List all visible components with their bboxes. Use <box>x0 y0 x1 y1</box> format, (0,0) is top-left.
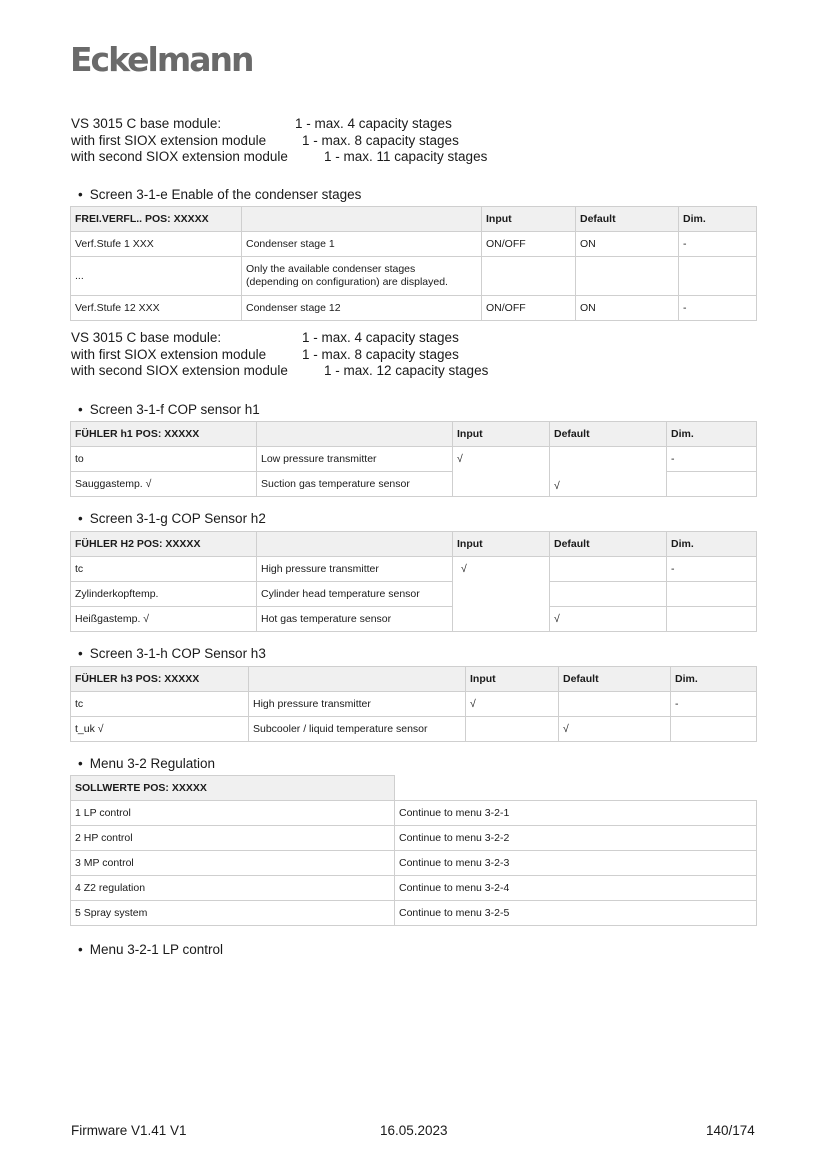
table-cell: Condenser stage 12 <box>242 296 482 321</box>
header-cell <box>257 532 453 557</box>
info-value: 1 - max. 11 capacity stages <box>324 149 488 164</box>
heading-text: Screen 3-1-e Enable of the condenser stages <box>89 187 362 202</box>
info-label: with first SIOX extension module <box>71 346 267 362</box>
menu-item-link[interactable]: Continue to menu 3-2-1 <box>395 801 757 826</box>
table-cell: High pressure transmitter <box>249 692 466 717</box>
table-cell: - <box>679 296 757 321</box>
table-cell: High pressure transmitter <box>257 557 453 582</box>
cop-sensor-h2-table <box>70 531 757 632</box>
table-row <box>71 557 757 582</box>
section-heading: • Screen 3-1-f COP sensor h1 <box>78 402 260 417</box>
table-cell: Sauggastemp. √ <box>71 472 257 497</box>
table-cell: - <box>667 557 757 582</box>
heading-text: Screen 3-1-g COP Sensor h2 <box>89 511 266 526</box>
table-cell: Subcooler / liquid temperature sensor <box>249 717 466 742</box>
info-value: 1 - max. 8 capacity stages <box>302 346 459 362</box>
table-cell: tc <box>71 557 257 582</box>
info-label: VS 3015 C base module: <box>71 330 222 345</box>
table-row <box>71 582 757 607</box>
table-cell <box>466 717 559 742</box>
info-label: with first SIOX extension module <box>71 132 267 148</box>
heading-text: Screen 3-1-f COP sensor h1 <box>89 402 260 417</box>
heading-text: Menu 3-2 Regulation <box>89 756 216 771</box>
table-cell <box>550 557 667 582</box>
info-label: with second SIOX extension module <box>71 149 288 164</box>
capacity-info-1 <box>71 116 488 166</box>
menu-row[interactable] <box>71 826 757 851</box>
header-cell: Input <box>453 532 550 557</box>
table-cell: √ <box>466 692 559 717</box>
header-cell: Input <box>466 667 559 692</box>
section-heading: • Screen 3-1-g COP Sensor h2 <box>78 511 266 526</box>
regulation-menu-table <box>70 775 757 926</box>
header-cell <box>257 422 453 447</box>
menu-row[interactable] <box>71 801 757 826</box>
table-cell <box>667 582 757 607</box>
table-cell: ON <box>576 232 679 257</box>
table-cell <box>667 472 757 497</box>
table-cell: √ <box>550 607 667 632</box>
section-heading: • Screen 3-1-h COP Sensor h3 <box>78 646 266 661</box>
header-cell: Dim. <box>667 532 757 557</box>
menu-item-link[interactable]: Continue to menu 3-2-4 <box>395 876 757 901</box>
capacity-info-2 <box>71 330 489 380</box>
header-cell: FÜHLER H2 POS: XXXXX <box>71 532 257 557</box>
header-cell <box>249 667 466 692</box>
table-cell: ON/OFF <box>482 232 576 257</box>
header-cell: SOLLWERTE POS: XXXXX <box>71 776 395 801</box>
header-cell: FREI.VERFL.. POS: XXXXX <box>71 207 242 232</box>
header-cell <box>242 207 482 232</box>
info-value: 1 - max. 12 capacity stages <box>324 363 489 378</box>
table-cell <box>576 257 679 296</box>
table-cell: √ <box>453 557 550 632</box>
table-cell: Verf.Stufe 1 XXX <box>71 232 242 257</box>
table-header <box>71 207 757 232</box>
table-header <box>71 667 757 692</box>
header-cell: FÜHLER h3 POS: XXXXX <box>71 667 249 692</box>
menu-item-label: 4 Z2 regulation <box>71 876 395 901</box>
info-value: 1 - max. 4 capacity stages <box>302 330 459 345</box>
table-cell: ... <box>71 257 242 296</box>
table-header <box>71 422 757 447</box>
table-row <box>71 607 757 632</box>
header-cell: Default <box>550 532 667 557</box>
header-cell: Input <box>453 422 550 447</box>
menu-item-link[interactable]: Continue to menu 3-2-5 <box>395 901 757 926</box>
company-logo: Eckelmann <box>70 40 253 79</box>
table-cell <box>679 257 757 296</box>
table-cell: Condenser stage 1 <box>242 232 482 257</box>
menu-row[interactable] <box>71 876 757 901</box>
table-cell: tc <box>71 692 249 717</box>
header-cell: Dim. <box>679 207 757 232</box>
table-row <box>71 692 757 717</box>
info-label: VS 3015 C base module: <box>71 116 222 131</box>
table-cell: √ <box>550 447 667 497</box>
section-heading: • Menu 3-2 Regulation <box>78 756 216 771</box>
menu-item-link[interactable]: Continue to menu 3-2-2 <box>395 826 757 851</box>
cop-sensor-h3-table <box>70 666 757 742</box>
table-cell: ON <box>576 296 679 321</box>
table-cell: Low pressure transmitter <box>257 447 453 472</box>
table-cell <box>550 582 667 607</box>
section-heading: • Menu 3-2-1 LP control <box>78 942 224 957</box>
header-cell: Dim. <box>671 667 757 692</box>
table-row <box>71 447 757 472</box>
heading-text: Screen 3-1-h COP Sensor h3 <box>89 646 266 661</box>
table-cell <box>671 717 757 742</box>
table-cell: - <box>679 232 757 257</box>
table-cell: ON/OFF <box>482 296 576 321</box>
menu-row[interactable] <box>71 851 757 876</box>
table-row <box>71 257 757 296</box>
condenser-stages-table <box>70 206 757 321</box>
section-heading: • Screen 3-1-e Enable of the condenser stages <box>78 187 362 202</box>
header-cell: Default <box>559 667 671 692</box>
table-header <box>71 532 757 557</box>
table-row <box>71 717 757 742</box>
menu-item-label: 2 HP control <box>71 826 395 851</box>
menu-item-label: 1 LP control <box>71 801 395 826</box>
table-header <box>71 776 757 801</box>
table-cell: t_uk √ <box>71 717 249 742</box>
table-row <box>71 296 757 321</box>
note-line: Only the available condenser stages <box>246 263 416 275</box>
menu-item-label: 5 Spray system <box>71 901 395 926</box>
table-cell: - <box>667 447 757 472</box>
table-row <box>71 232 757 257</box>
table-cell: √ <box>453 447 550 497</box>
table-cell: Zylinderkopftemp. <box>71 582 257 607</box>
table-cell: √ <box>559 717 671 742</box>
table-cell <box>667 607 757 632</box>
menu-row[interactable] <box>71 901 757 926</box>
note-line: (depending on configuration) are displayed. <box>246 276 448 288</box>
table-cell: Verf.Stufe 12 XXX <box>71 296 242 321</box>
header-cell: FÜHLER h1 POS: XXXXX <box>71 422 257 447</box>
table-cell <box>482 257 576 296</box>
table-cell: Cylinder head temperature sensor <box>257 582 453 607</box>
header-cell-empty <box>395 776 757 801</box>
menu-item-link[interactable]: Continue to menu 3-2-3 <box>395 851 757 876</box>
info-label: with second SIOX extension module <box>71 363 288 378</box>
heading-text: Menu 3-2-1 LP control <box>89 942 224 957</box>
table-cell: to <box>71 447 257 472</box>
table-cell: Hot gas temperature sensor <box>257 607 453 632</box>
header-cell: Input <box>482 207 576 232</box>
header-cell: Default <box>576 207 679 232</box>
footer-date: 16.05.2023 <box>380 1123 448 1138</box>
footer-firmware: Firmware V1.41 V1 <box>71 1123 187 1138</box>
header-cell: Default <box>550 422 667 447</box>
info-value: 1 - max. 4 capacity stages <box>295 116 452 131</box>
footer-page-number: 140/174 <box>706 1123 755 1138</box>
header-cell: Dim. <box>667 422 757 447</box>
table-cell <box>559 692 671 717</box>
cop-sensor-h1-table <box>70 421 757 497</box>
table-cell: - <box>671 692 757 717</box>
table-cell: Suction gas temperature sensor <box>257 472 453 497</box>
info-value: 1 - max. 8 capacity stages <box>302 132 459 148</box>
menu-item-label: 3 MP control <box>71 851 395 876</box>
table-cell: Heißgastemp. √ <box>71 607 257 632</box>
table-cell <box>242 257 482 296</box>
